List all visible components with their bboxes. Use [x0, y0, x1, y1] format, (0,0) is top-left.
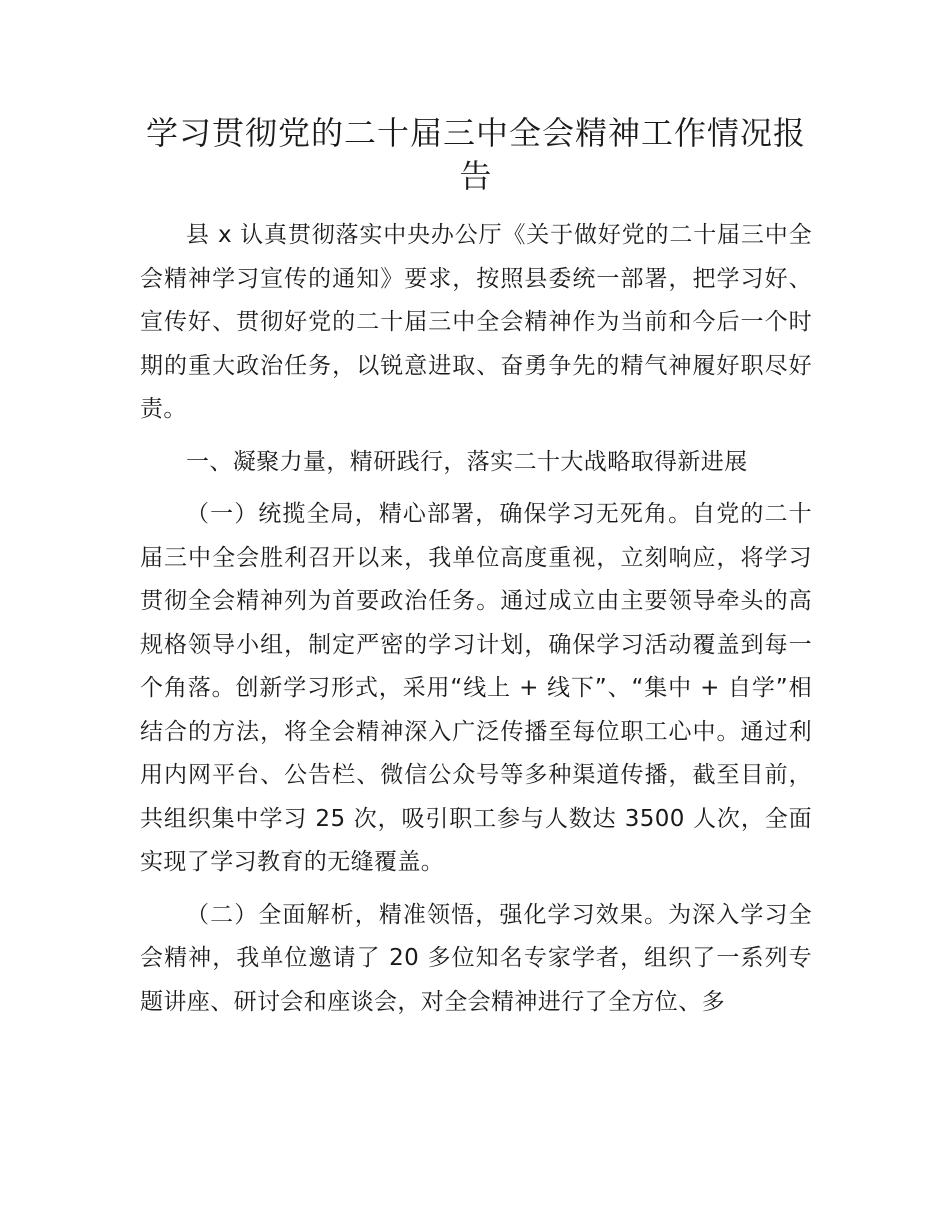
intro-paragraph: 县 x 认真贯彻落实中央办公厅《关于做好党的二十届三中全会精神学习宣传的通知》要求，按照县委统一部署，把学习好、宣传好、贯彻好党的二十届三中全会精神作为当前和今后一个时期的重大政治任务，以锐意进取、奋勇争先的精气神履好职尽好责。 — [140, 222, 812, 422]
subsection-paragraph-2: （二）全面解析，精准领悟，强化学习效果。为深入学习全会精神，我单位邀请了 20 多位知名专家学者，组织了一系列专题讲座、研讨会和座谈会，对全会精神进行了全方位、多 — [140, 901, 812, 1015]
document-page — [140, 112, 812, 1024]
document-title: 学习贯彻党的二十届三中全会精神工作情况报告 — [145, 114, 806, 195]
subsection-paragraph-1: （一）统揽全局，精心部署，确保学习无死角。自党的二十届三中全会胜利召开以来，我单位高度重视，立刻响应，将学习贯彻全会精神列为首要政治任务。通过成立由主要领导牵头的高规格领导小组，制定严密的学习计划，确保学习活动覆盖到每一个角落。创新学习形式，采用“线上 + 线下”、“集中 + 自学”相结合的方法，将全会精神深入广泛传播至每位职工心中。通过利用内网平台、公告栏、微信公众号等多种渠道传播，截至目前，共组织集中学习 25 次，吸引职工参与人数达 3500 人次，全面实现了学习教育的无缝覆盖。 — [140, 501, 812, 875]
section-heading-1: 一、凝聚力量，精研践行，落实二十大战略取得新进展 — [186, 448, 748, 475]
document-body — [140, 214, 812, 1024]
